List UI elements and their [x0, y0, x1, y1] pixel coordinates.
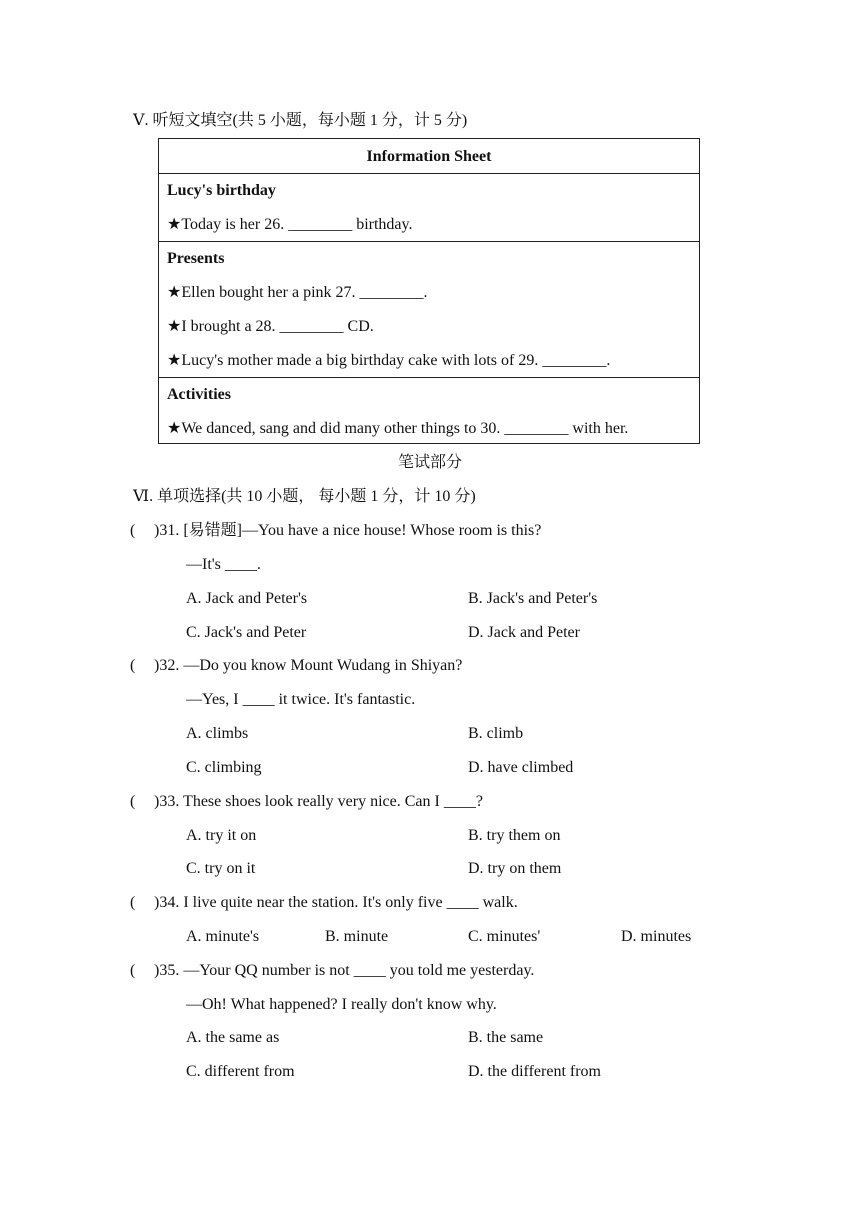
question-32-stem: )32. —Do you know Mount Wudang in Shiyan?: [154, 657, 463, 674]
presents-line: ★Lucy's mother made a big birthday cake with lots of 29. ________.: [167, 352, 611, 369]
section-6-title: Ⅵ. 单项选择(共 10 小题， 每小题 1 分，计 10 分): [133, 488, 476, 505]
question-32-option-c: C. climbing: [186, 759, 262, 776]
presents-line: ★I brought a 28. ________ CD.: [167, 318, 374, 335]
presents-heading: Presents: [167, 250, 225, 267]
question-31-option-d: D. Jack and Peter: [468, 624, 580, 641]
question-33-option-b: B. try them on: [468, 827, 561, 844]
question-35-option-a: A. the same as: [186, 1029, 280, 1046]
answer-bracket: (: [130, 657, 136, 674]
question-31-option-c: C. Jack's and Peter: [186, 624, 307, 641]
question-32-option-d: D. have climbed: [468, 759, 574, 776]
table-divider: [159, 377, 699, 378]
question-33-option-d: D. try on them: [468, 860, 562, 877]
question-33-stem: )33. These shoes look really very nice. Can I ____?: [154, 793, 483, 810]
information-sheet-table: [158, 138, 700, 444]
answer-bracket: (: [130, 522, 136, 539]
written-part-heading: 笔试部分: [397, 454, 462, 471]
question-31-option-b: B. Jack's and Peter's: [468, 590, 598, 607]
question-32-option-a: A. climbs: [186, 725, 249, 742]
question-34-option-a: A. minute's: [186, 928, 260, 945]
question-33-option-a: A. try it on: [186, 827, 257, 844]
question-31-option-a: A. Jack and Peter's: [186, 590, 308, 607]
question-35-option-c: C. different from: [186, 1063, 295, 1080]
activities-heading: Activities: [167, 386, 231, 403]
presents-line: ★Ellen bought her a pink 27. ________.: [167, 284, 428, 301]
table-divider: [159, 173, 699, 174]
answer-bracket: (: [130, 962, 136, 979]
answer-bracket: (: [130, 793, 136, 810]
birthday-line: ★Today is her 26. ________ birthday.: [167, 216, 413, 233]
question-35-reply: —Oh! What happened? I really don't know why.: [186, 996, 497, 1013]
question-32-option-b: B. climb: [468, 725, 524, 742]
activities-line: ★We danced, sang and did many other things to 30. ________ with her.: [167, 420, 629, 437]
question-35-option-b: B. the same: [468, 1029, 544, 1046]
question-35-stem: )35. —Your QQ number is not ____ you told me yesterday.: [154, 962, 535, 979]
question-32-reply: —Yes, I ____ it twice. It's fantastic.: [186, 691, 416, 708]
section-5-title: Ⅴ. 听短文填空(共 5 小题，每小题 1 分，计 5 分): [133, 112, 468, 129]
question-34-option-d: D. minutes: [621, 928, 692, 945]
birthday-heading: Lucy's birthday: [167, 182, 276, 199]
question-31-stem: )31. [易错题]—You have a nice house! Whose room is this?: [154, 522, 542, 539]
question-33-option-c: C. try on it: [186, 860, 256, 877]
answer-bracket: (: [130, 894, 136, 911]
question-31-reply: —It's ____.: [186, 556, 261, 573]
table-divider: [159, 241, 699, 242]
information-sheet-title: Information Sheet: [366, 148, 492, 165]
question-34-stem: )34. I live quite near the station. It's only five ____ walk.: [154, 894, 518, 911]
question-34-option-b: B. minute: [325, 928, 389, 945]
question-34-option-c: C. minutes': [468, 928, 541, 945]
question-35-option-d: D. the different from: [468, 1063, 601, 1080]
